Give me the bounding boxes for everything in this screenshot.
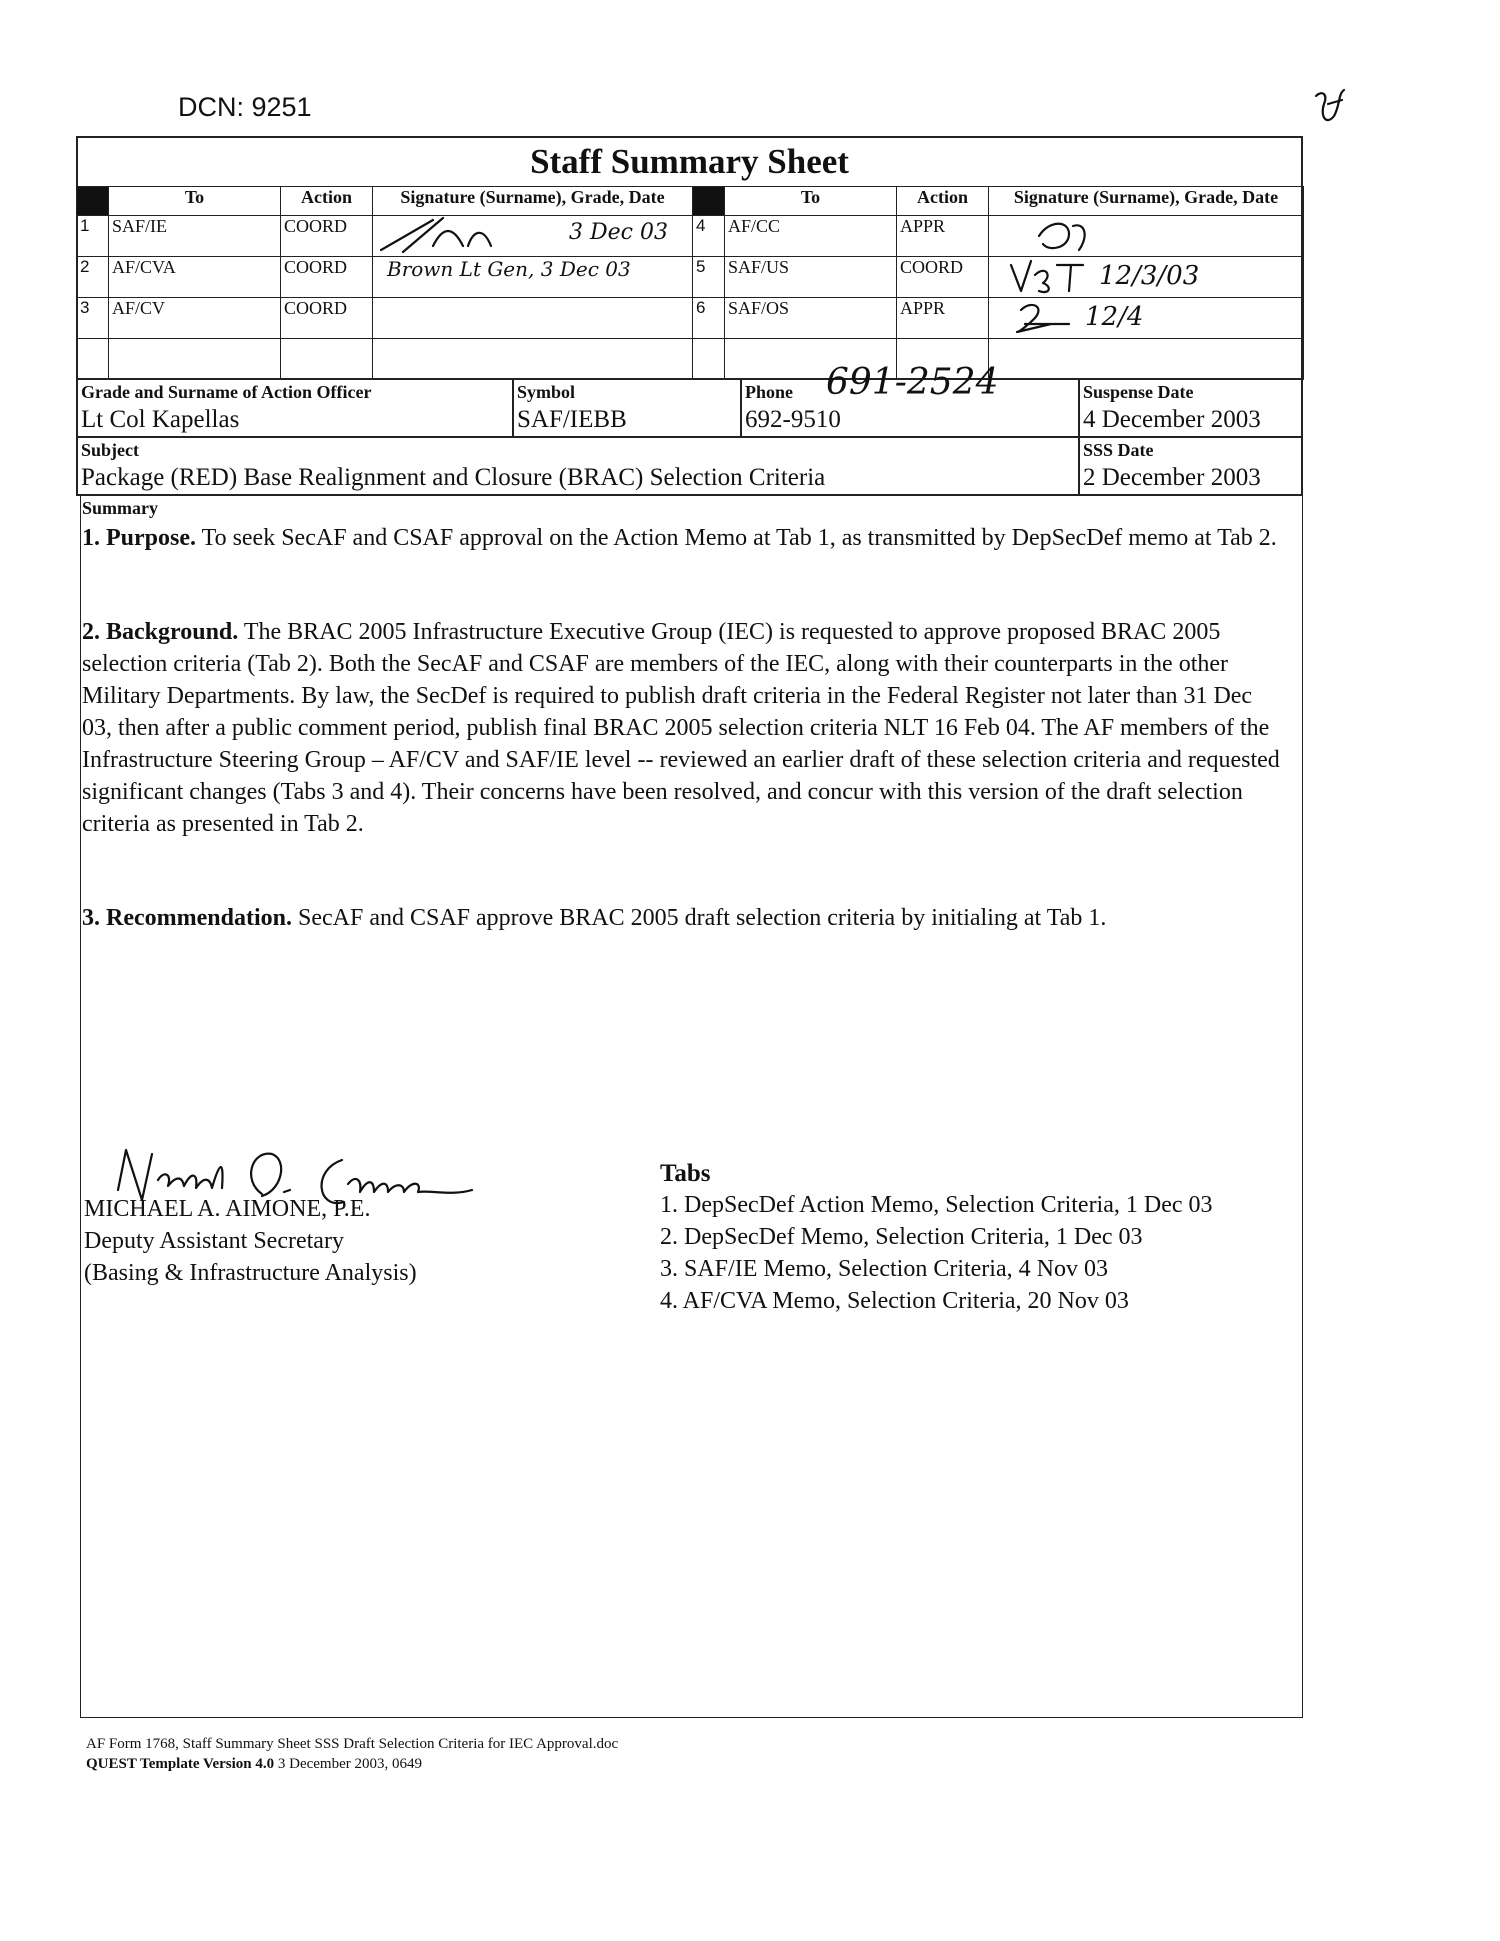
background-heading: 2. Background. bbox=[82, 619, 239, 645]
header-marker bbox=[693, 187, 725, 216]
signature-date-text: 12/4 bbox=[1085, 302, 1144, 332]
signature-date-text: 12/3/03 bbox=[1099, 261, 1200, 291]
phone-label: Phone bbox=[745, 382, 794, 402]
header-signature-right: Signature (Surname), Grade, Date bbox=[989, 187, 1304, 216]
header-marker bbox=[77, 187, 109, 216]
routing-action: COORD bbox=[897, 257, 989, 298]
handwritten-initials bbox=[1029, 216, 1129, 256]
blank-cell bbox=[989, 339, 1304, 380]
signer-name: MICHAEL A. AIMONE, P.E. bbox=[84, 1196, 371, 1222]
officer-value: Lt Col Kapellas bbox=[81, 406, 240, 433]
tab-item: 2. DepSecDef Memo, Selection Criteria, 1 Dec 03 bbox=[660, 1224, 1143, 1250]
background-paragraph bbox=[82, 616, 1282, 840]
handwritten-initials bbox=[1011, 298, 1081, 338]
officer-label: Grade and Surname of Action Officer bbox=[81, 382, 372, 402]
footer-timestamp: 3 December 2003, 0649 bbox=[277, 1756, 422, 1772]
recommendation-paragraph bbox=[82, 902, 1282, 934]
purpose-paragraph bbox=[82, 522, 1282, 554]
blank-cell bbox=[109, 339, 281, 380]
blank-cell bbox=[281, 339, 373, 380]
header-signature-left: Signature (Surname), Grade, Date bbox=[373, 187, 693, 216]
recommendation-heading: 3. Recommendation. bbox=[82, 905, 292, 931]
row-number: 4 bbox=[693, 216, 725, 257]
form-title: Staff Summary Sheet bbox=[530, 142, 849, 181]
routing-signature: Brown Lt Gen, 3 Dec 03 bbox=[373, 257, 693, 298]
phone-value: 692-9510 bbox=[745, 406, 841, 433]
routing-action: APPR bbox=[897, 298, 989, 339]
routing-row bbox=[77, 216, 1304, 257]
header-action-right: Action bbox=[897, 187, 989, 216]
footer-template-line bbox=[86, 1756, 422, 1773]
footer-template-version: QUEST Template Version 4.0 bbox=[86, 1756, 275, 1772]
signer-office: (Basing & Infrastructure Analysis) bbox=[84, 1260, 417, 1286]
summary-label: Summary bbox=[82, 498, 158, 518]
routing-action: COORD bbox=[281, 216, 373, 257]
row-number: 6 bbox=[693, 298, 725, 339]
tab-item: 3. SAF/IE Memo, Selection Criteria, 4 Nov 03 bbox=[660, 1256, 1108, 1282]
routing-to: SAF/OS bbox=[725, 298, 897, 339]
routing-signature bbox=[373, 298, 693, 339]
routing-signature bbox=[989, 216, 1304, 257]
handwritten-initials-mark bbox=[1308, 86, 1348, 136]
routing-signature bbox=[373, 216, 693, 257]
blank-cell bbox=[77, 339, 109, 380]
tab-item: 4. AF/CVA Memo, Selection Criteria, 20 Nov 03 bbox=[660, 1288, 1129, 1314]
routing-table bbox=[76, 186, 1304, 380]
row-number: 3 bbox=[77, 298, 109, 339]
tab-item: 1. DepSecDef Action Memo, Selection Criteria, 1 Dec 03 bbox=[660, 1192, 1213, 1218]
sss-date-label: SSS Date bbox=[1083, 440, 1154, 460]
routing-to: AF/CVA bbox=[109, 257, 281, 298]
header-to-right: To bbox=[725, 187, 897, 216]
row-number: 2 bbox=[77, 257, 109, 298]
routing-row bbox=[77, 298, 1304, 339]
header-to-left: To bbox=[109, 187, 281, 216]
routing-signature bbox=[989, 257, 1304, 298]
signature-date-text: 3 Dec 03 bbox=[569, 220, 668, 245]
row-number: 1 bbox=[77, 216, 109, 257]
symbol-label: Symbol bbox=[517, 382, 576, 402]
routing-to: AF/CC bbox=[725, 216, 897, 257]
routing-signature bbox=[989, 298, 1304, 339]
routing-to: AF/CV bbox=[109, 298, 281, 339]
recommendation-text: SecAF and CSAF approve BRAC 2005 draft selection criteria by initialing at Tab 1. bbox=[297, 905, 1107, 931]
routing-row bbox=[77, 257, 1304, 298]
tabs-heading: Tabs bbox=[660, 1160, 711, 1187]
row-number: 5 bbox=[693, 257, 725, 298]
sss-date-value: 2 December 2003 bbox=[1083, 464, 1261, 491]
header-action-left: Action bbox=[281, 187, 373, 216]
subject-value: Package (RED) Base Realignment and Closure (BRAC) Selection Criteria bbox=[81, 464, 826, 491]
purpose-heading: 1. Purpose. bbox=[82, 525, 196, 551]
symbol-value: SAF/IEBB bbox=[517, 406, 627, 433]
subject-label: Subject bbox=[81, 440, 139, 460]
background-text: The BRAC 2005 Infrastructure Executive Group (IEC) is requested to approve proposed BRAC 2005 selection criteria (Tab 2). Both the SecAF and CSAF are members of the IEC, along with their counterparts in the other Military Departments. By law, the SecDef is required to publish draft criteria in the Federal Register not later than 31 Dec 03, then after a public comment period, publish final BRAC 2005 selection criteria NLT 16 Feb 04. The AF members of the Infrastructure Steering Group – AF/CV and SAF/IE level -- reviewed an earlier draft of these selection criteria and requested significant changes (Tabs 3 and 4). Their concerns have been resolved, and concur with this version of the draft selection criteria as presented in Tab 2. bbox=[82, 619, 1280, 837]
handwritten-phone: 691-2524 bbox=[826, 362, 999, 403]
routing-action: COORD bbox=[281, 257, 373, 298]
routing-to: SAF/IE bbox=[109, 216, 281, 257]
blank-cell bbox=[693, 339, 725, 380]
handwritten-signature bbox=[373, 216, 573, 256]
purpose-text: To seek SecAF and CSAF approval on the Action Memo at Tab 1, as transmitted by DepSecDef memo at Tab 2. bbox=[201, 525, 1277, 551]
blank-cell bbox=[373, 339, 693, 380]
handwritten-initials bbox=[1005, 257, 1095, 297]
routing-action: COORD bbox=[281, 298, 373, 339]
footer-form-line: AF Form 1768, Staff Summary Sheet SSS Draft Selection Criteria for IEC Approval.doc bbox=[86, 1736, 619, 1752]
routing-action: APPR bbox=[897, 216, 989, 257]
suspense-value: 4 December 2003 bbox=[1083, 406, 1261, 433]
routing-to: SAF/US bbox=[725, 257, 897, 298]
routing-row-blank bbox=[77, 339, 1304, 380]
document-control-number: DCN: 9251 bbox=[178, 92, 312, 122]
suspense-label: Suspense Date bbox=[1083, 382, 1194, 402]
signer-title: Deputy Assistant Secretary bbox=[84, 1228, 344, 1254]
routing-header-row bbox=[77, 187, 1304, 216]
